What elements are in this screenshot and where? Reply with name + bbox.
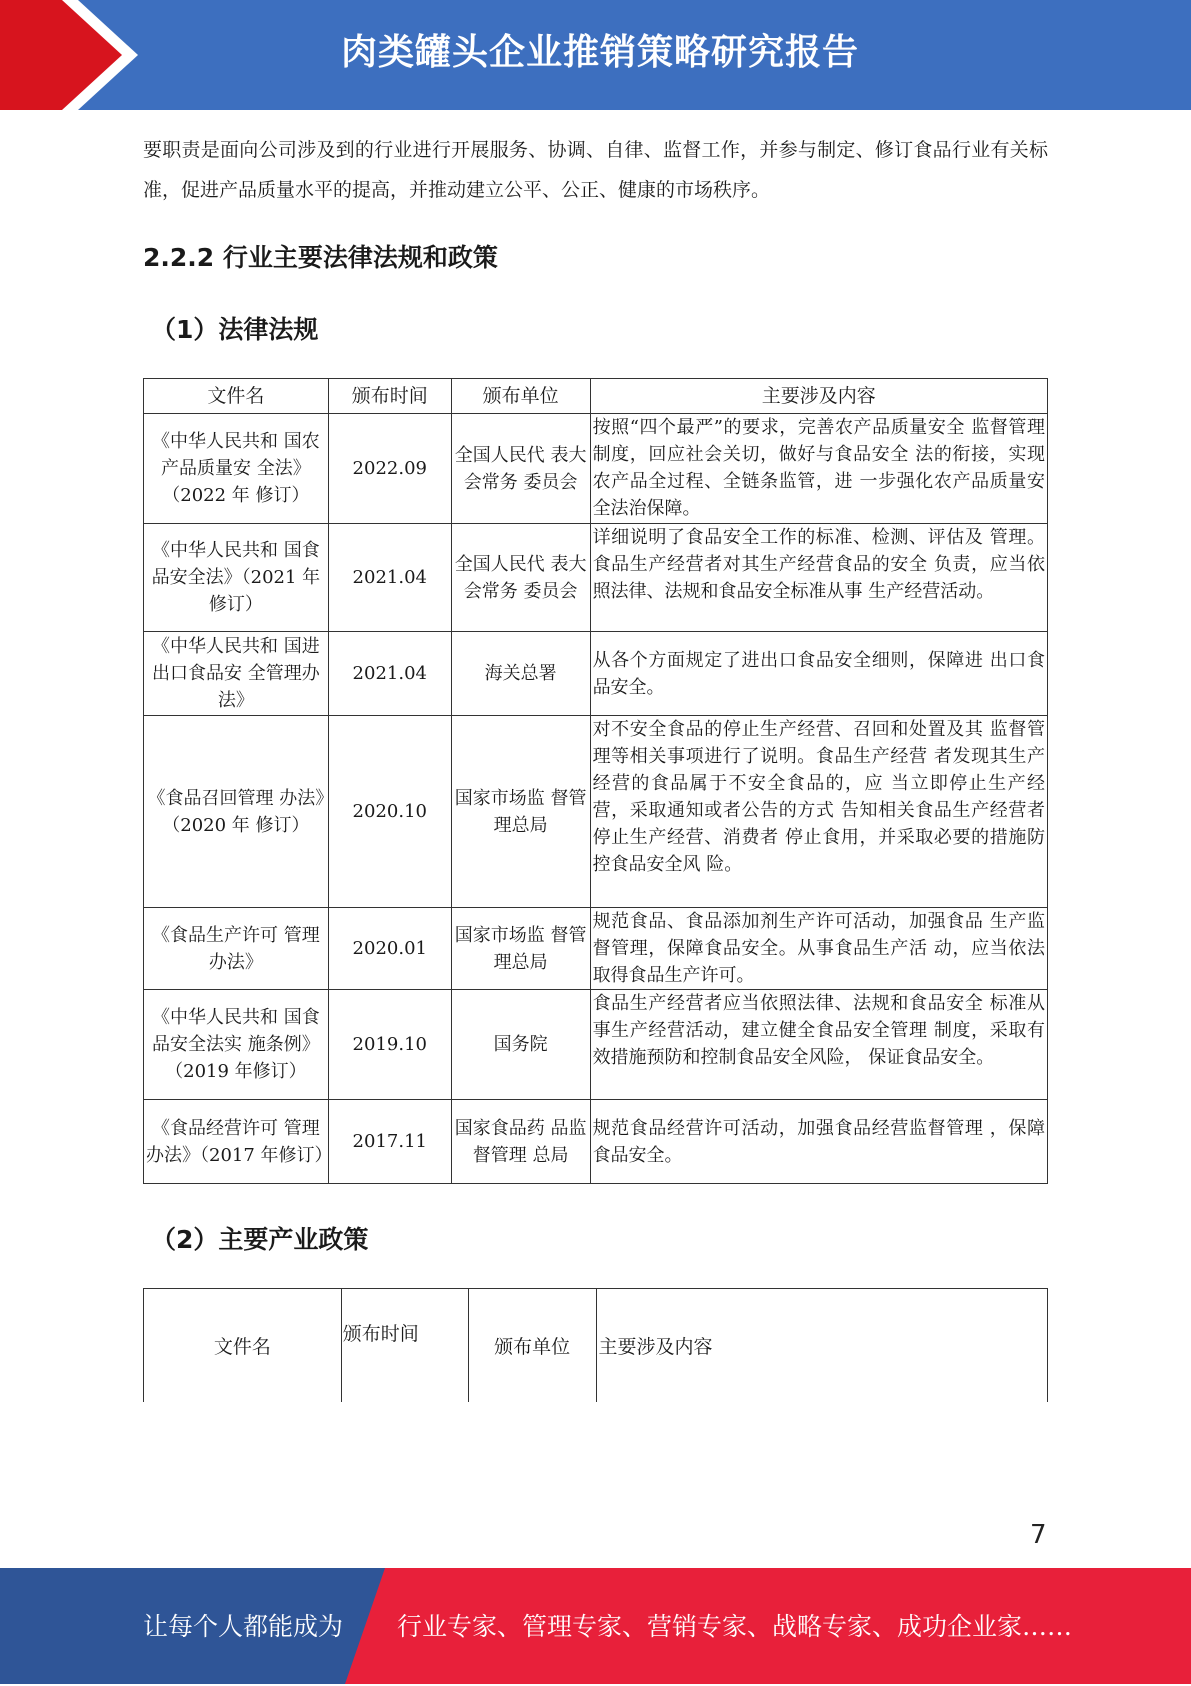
section-heading: 2.2.2 行业主要法律法规和政策 xyxy=(143,243,498,272)
table-row xyxy=(144,414,1048,524)
table-row xyxy=(144,908,1048,990)
page-footer xyxy=(0,1568,1191,1684)
law-name: 《中华人民共和 国食品安全法》（2021 年修订） xyxy=(144,524,329,632)
law-name: 《中华人民共和 国食品安全法实 施条例》（2019 年修订） xyxy=(144,990,329,1100)
law-date: 2021.04 xyxy=(328,524,451,632)
footer-slogan-right: 行业专家、管理专家、营销专家、战略专家、成功企业家…… xyxy=(397,1612,1073,1641)
law-content: 从各个方面规定了进出口食品安全细则，保障进 出口食品安全。 xyxy=(590,632,1047,716)
law-name: 《食品生产许可 管理办法》 xyxy=(144,908,329,990)
report-title: 肉类罐头企业推销策略研究报告 xyxy=(340,32,859,73)
subsection-policy-heading: （2）主要产业政策 xyxy=(151,1225,369,1254)
col-header-issuer: 颁布单位 xyxy=(468,1289,596,1403)
page-content xyxy=(143,130,1048,1358)
law-name: 《食品经营许可 管理办法》（2017 年修订） xyxy=(144,1100,329,1184)
law-content: 对不安全食品的停止生产经营、召回和处置及其 监督管理等相关事项进行了说明。食品生产经营 者发现其生产经营的食品属于不安全食品的，应 当立即停止生产经营，采取通知或者公告的方式 告知相关食品生产经营者停止生产经营、消费者 停止食用，并采取必要的措施防控食品安全风 险。 xyxy=(590,716,1047,908)
law-name: 《中华人民共和 国农产品质量安 全法》（2022 年 修订） xyxy=(144,414,329,524)
law-date: 2019.10 xyxy=(328,990,451,1100)
laws-table xyxy=(143,378,1048,1184)
law-issuer: 国家食品药 品监督管理 总局 xyxy=(451,1100,590,1184)
col-header-content: 主要涉及内容 xyxy=(596,1289,1048,1403)
page-number: 7 xyxy=(1030,1520,1047,1550)
law-name: 《中华人民共和 国进出口食品安 全管理办法》 xyxy=(144,632,329,716)
table-row xyxy=(144,632,1048,716)
col-header-issuer: 颁布单位 xyxy=(451,379,590,414)
law-issuer: 全国人民代 表大会常务 委员会 xyxy=(451,414,590,524)
law-date: 2021.04 xyxy=(328,632,451,716)
subsection-laws-heading: （1）法律法规 xyxy=(151,315,319,344)
law-content: 规范食品经营许可活动，加强食品经营监督管理 ，保障食品安全。 xyxy=(590,1100,1047,1184)
law-name: 《食品召回管理 办法》（2020 年 修订） xyxy=(144,716,329,908)
table-row xyxy=(144,716,1048,908)
header-red-arrow-icon xyxy=(0,0,160,110)
law-issuer: 全国人民代 表大会常务 委员会 xyxy=(451,524,590,632)
law-date: 2020.01 xyxy=(328,908,451,990)
col-header-date: 颁布时间 xyxy=(341,1289,468,1403)
law-content: 食品生产经营者应当依照法律、法规和食品安全 标准从事生产经营活动，建立健全食品安全管理 制度，采取有效措施预防和控制食品安全风险， 保证食品安全。 xyxy=(590,990,1047,1100)
law-issuer: 国家市场监 督管理总局 xyxy=(451,908,590,990)
law-issuer: 国务院 xyxy=(451,990,590,1100)
law-issuer: 海关总署 xyxy=(451,632,590,716)
footer-slogan-left: 让每个人都能成为 xyxy=(143,1612,344,1641)
laws-table-header-row xyxy=(144,379,1048,414)
col-header-name: 文件名 xyxy=(144,1289,342,1403)
col-header-content: 主要涉及内容 xyxy=(590,379,1047,414)
intro-paragraph: 要职责是面向公司涉及到的行业进行开展服务、协调、自律、监督工作，并参与制定、修订食品行业有关标准，促进产品质量水平的提高，并推动建立公平、公正、健康的市场秩序。 xyxy=(143,139,1048,201)
law-date: 2020.10 xyxy=(328,716,451,908)
table-row xyxy=(144,990,1048,1100)
table-row xyxy=(144,1100,1048,1184)
law-issuer: 国家市场监 督管理总局 xyxy=(451,716,590,908)
law-date: 2017.11 xyxy=(328,1100,451,1184)
law-content: 详细说明了食品安全工作的标准、检测、评估及 管理。食品生产经营者对其生产经营食品的安全 负责，应当依照法律、法规和食品安全标准从事 生产经营活动。 xyxy=(590,524,1047,632)
table-row xyxy=(144,524,1048,632)
law-content: 按照“四个最严”的要求，完善农产品质量安全 监督管理制度，回应社会关切，做好与食品安全 法的衔接，实现农产品全过程、全链条监管，进 一步强化农产品质量安全法治保障。 xyxy=(590,414,1047,524)
policy-table xyxy=(143,1288,1048,1402)
law-content: 规范食品、食品添加剂生产许可活动，加强食品 生产监督管理，保障食品安全。从事食品生产活 动，应当依法取得食品生产许可。 xyxy=(590,908,1047,990)
col-header-date: 颁布时间 xyxy=(328,379,451,414)
col-header-name: 文件名 xyxy=(144,379,329,414)
page-header xyxy=(0,0,1191,110)
policy-table-header-row xyxy=(144,1289,1048,1403)
law-date: 2022.09 xyxy=(328,414,451,524)
